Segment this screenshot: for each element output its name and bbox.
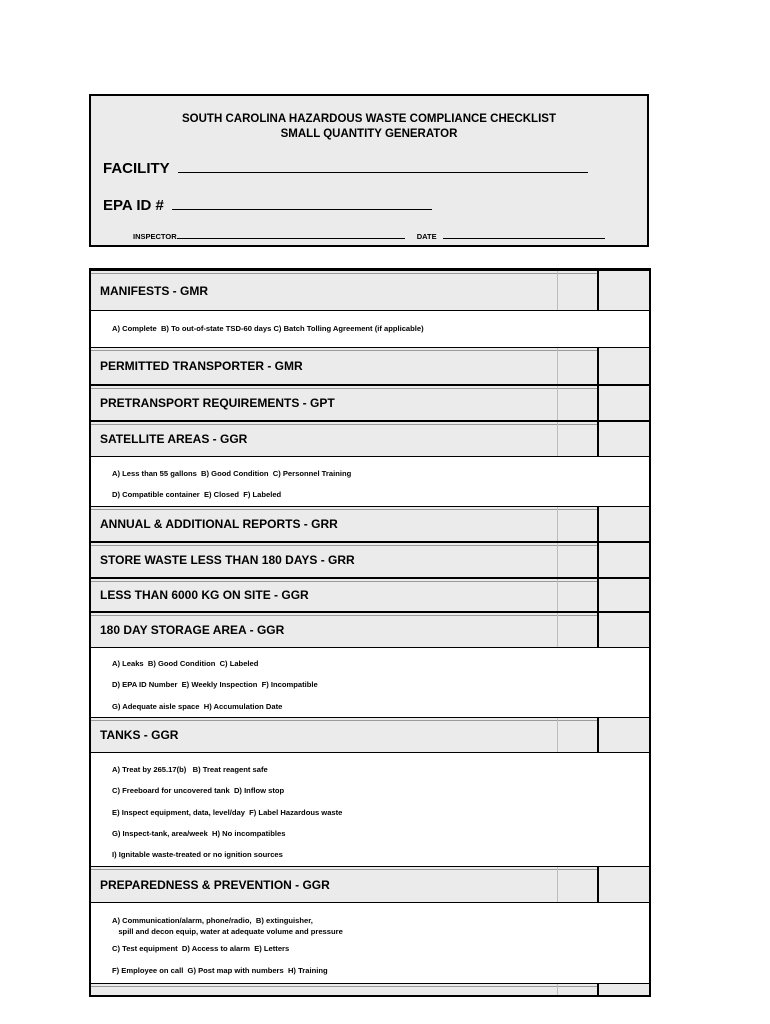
checklist-item: G) Adequate aisle space H) Accumulation Date <box>112 702 283 711</box>
check-cell[interactable] <box>557 984 598 997</box>
section-title: LESS THAN 6000 KG ON SITE - GGR <box>100 588 309 602</box>
section-items <box>91 648 649 717</box>
check-cell[interactable] <box>557 867 598 902</box>
checklist-item: C) Test equipment D) Access to alarm E) Letters <box>112 944 290 953</box>
section-header <box>91 542 649 578</box>
check-cell[interactable] <box>597 613 651 647</box>
section-title: PERMITTED TRANSPORTER - GMR <box>100 359 303 373</box>
checklist-item: A) Leaks B) Good Condition C) Labeled <box>112 659 259 668</box>
form-subtitle: SMALL QUANTITY GENERATOR <box>280 128 458 140</box>
section-header <box>91 421 649 457</box>
inspector-field[interactable] <box>177 238 405 239</box>
check-cell[interactable] <box>597 579 651 611</box>
inspector-date-row <box>133 232 605 241</box>
section-items <box>91 753 649 866</box>
section-header <box>91 983 649 997</box>
check-cell[interactable] <box>597 507 651 541</box>
facility-row <box>103 160 588 177</box>
date-field[interactable] <box>443 238 605 239</box>
check-cell[interactable] <box>597 271 651 310</box>
date-label: DATE <box>416 232 437 241</box>
section-items <box>91 903 649 983</box>
check-cell[interactable] <box>557 718 598 752</box>
checklist-item: F) Employee on call G) Post map with numbers H) Training <box>112 966 328 975</box>
checklist-item: E) Inspect equipment, data, level/day F) Label Hazardous waste <box>112 808 343 817</box>
section-header <box>91 612 649 648</box>
section-title: PREPAREDNESS & PREVENTION - GGR <box>100 877 330 892</box>
check-cell[interactable] <box>597 718 651 752</box>
facility-field[interactable] <box>178 172 588 173</box>
section-title: SATELLITE AREAS - GGR <box>100 432 248 446</box>
check-cell[interactable] <box>557 507 598 541</box>
section-title: STORE WASTE LESS THAN 180 DAYS - GRR <box>100 553 355 567</box>
check-cell[interactable] <box>597 348 651 384</box>
section-header <box>91 347 649 385</box>
section-header <box>91 578 649 612</box>
epa-id-field[interactable] <box>172 209 432 210</box>
check-cell[interactable] <box>597 543 651 577</box>
section-items <box>91 311 649 347</box>
epa-id-row <box>103 197 432 214</box>
check-cell[interactable] <box>557 422 598 456</box>
section-title: 180 DAY STORAGE AREA - GGR <box>100 623 285 637</box>
checklist-item: D) Compatible container E) Closed F) Labeled <box>112 490 282 499</box>
checklist-item: I) Ignitable waste-treated or no ignition sources <box>112 850 283 859</box>
section-title: ANNUAL & ADDITIONAL REPORTS - GRR <box>100 517 338 531</box>
checklist-item: D) EPA ID Number E) Weekly Inspection F) Incompatible <box>112 680 318 689</box>
section-items <box>91 457 649 506</box>
section-header <box>91 866 649 903</box>
section-header <box>91 506 649 542</box>
checklist-item: A) Treat by 265.17(b) B) Treat reagent safe <box>112 765 268 774</box>
section-title: PRETRANSPORT REQUIREMENTS - GPT <box>100 396 335 410</box>
section-header <box>91 717 649 753</box>
check-cell[interactable] <box>557 348 598 384</box>
checklist-header <box>89 94 649 247</box>
check-cell[interactable] <box>557 543 598 577</box>
section-header <box>91 385 649 421</box>
check-cell[interactable] <box>557 271 598 310</box>
checklist-item: A) Communication/alarm, phone/radio, B) extinguisher, spill and decon equip, water at adequate volume and pressure <box>112 916 343 936</box>
check-cell[interactable] <box>557 613 598 647</box>
section-header <box>91 270 649 311</box>
section-title: TANKS - GGR <box>100 728 179 742</box>
checklist-item: C) Freeboard for uncovered tank D) Inflow stop <box>112 786 285 795</box>
epa-id-label: EPA ID # <box>103 197 164 214</box>
form-title: SOUTH CAROLINA HAZARDOUS WASTE COMPLIANCE CHECKLIST <box>182 113 556 125</box>
checklist-table <box>89 268 651 997</box>
check-cell[interactable] <box>557 579 598 611</box>
check-cell[interactable] <box>597 386 651 420</box>
inspector-label: INSPECTOR <box>133 232 177 241</box>
checklist-item: G) Inspect-tank, area/week H) No incompatibles <box>112 829 286 838</box>
check-cell[interactable] <box>557 386 598 420</box>
facility-label: FACILITY <box>103 160 170 177</box>
section-title: MANIFESTS - GMR <box>100 283 208 298</box>
check-cell[interactable] <box>597 984 651 997</box>
checklist-item: A) Complete B) To out-of-state TSD-60 days C) Batch Tolling Agreement (if applicable) <box>112 324 424 333</box>
check-cell[interactable] <box>597 422 651 456</box>
checklist-item: A) Less than 55 gallons B) Good Condition C) Personnel Training <box>112 469 352 478</box>
check-cell[interactable] <box>597 867 651 902</box>
